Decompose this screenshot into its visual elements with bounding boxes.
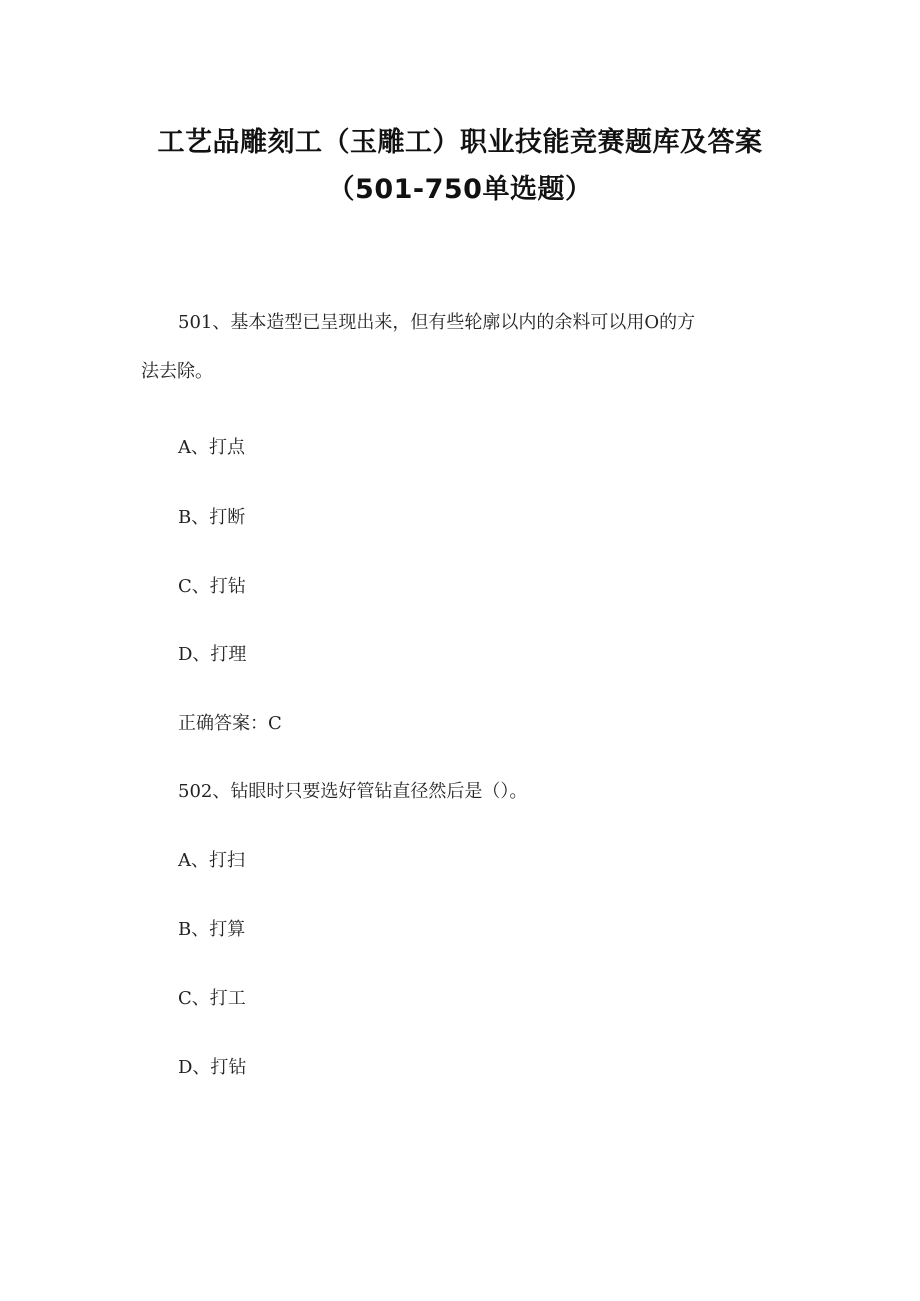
question-502-option-a: A、打扫 [178, 850, 245, 871]
question-501-option-d: D、打理 [178, 644, 247, 665]
document-title-line-2: （501-750单选题） [327, 174, 593, 205]
question-502-stem: 502、钻眼时只要选好管钻直径然后是（）。 [178, 781, 528, 802]
question-501-option-b: B、打断 [178, 507, 246, 528]
question-501-stem-continuation: 法去除。 [141, 361, 213, 382]
question-501-option-a: A、打点 [178, 437, 245, 458]
question-502-option-d: D、打钻 [178, 1057, 247, 1078]
question-501-answer: 正确答案：C [178, 713, 282, 734]
question-502-option-b: B、打算 [178, 919, 246, 940]
question-501-stem: 501、基本造型已呈现出来，但有些轮廓以内的余料可以用O的方 [178, 312, 696, 333]
question-502-option-c: C、打工 [178, 988, 246, 1009]
question-501-option-c: C、打钻 [178, 576, 246, 597]
document-title-line-1: 工艺品雕刻工（玉雕工）职业技能竞赛题库及答案 [157, 127, 763, 158]
